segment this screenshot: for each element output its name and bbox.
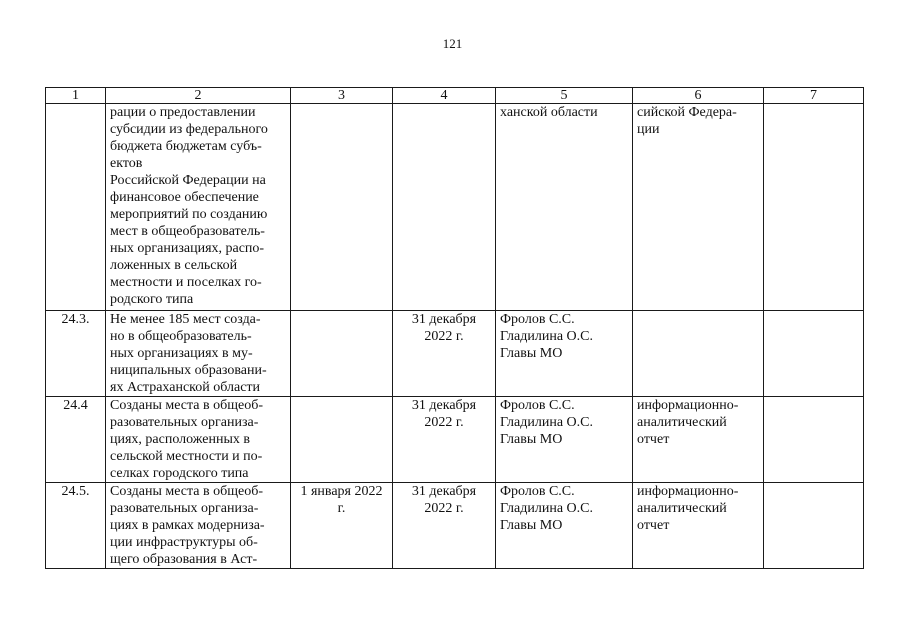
- cell-start-date: [291, 311, 393, 397]
- column-header: 5: [496, 88, 633, 104]
- column-header: 4: [393, 88, 496, 104]
- cell-end-date: 31 декабря 2022 г.: [393, 483, 496, 569]
- cell-result: [633, 311, 764, 397]
- page-number: 121: [442, 36, 463, 51]
- cell-result: сийской Федера- ции: [633, 104, 764, 311]
- cell-number: 24.5.: [46, 483, 106, 569]
- cell-description: Не менее 185 мест созда- но в общеобразователь- ных организациях в му- ниципальных образовани- ях Астраханской области: [106, 311, 291, 397]
- cell-responsible: Фролов С.С. Гладилина О.С. Главы МО: [496, 311, 633, 397]
- cell-start-date: [291, 104, 393, 311]
- column-header: 6: [633, 88, 764, 104]
- cell-description: Созданы места в общеоб- разовательных организа- циях, расположенных в сельской местности и по- селках городского типа: [106, 397, 291, 483]
- cell-end-date: 31 декабря 2022 г.: [393, 397, 496, 483]
- cell-result: информационно- аналитический отчет: [633, 397, 764, 483]
- table-row: [46, 483, 864, 569]
- cell-number: 24.3.: [46, 311, 106, 397]
- cell-description: рации о предоставлении субсидии из федерального бюджета бюджетам субъ- ектов Российской Федерации на финансовое обеспечение мероприятий по созданию мест в общеобразователь- ных организациях, распо- ложенных в сельской местности и поселках го- родского типа: [106, 104, 291, 311]
- header-row: [46, 88, 864, 104]
- column-header: 3: [291, 88, 393, 104]
- cell-note: [764, 104, 864, 311]
- cell-number: 24.4: [46, 397, 106, 483]
- column-header: 7: [764, 88, 864, 104]
- table-row: [46, 311, 864, 397]
- cell-responsible: Фролов С.С. Гладилина О.С. Главы МО: [496, 397, 633, 483]
- cell-end-date: [393, 104, 496, 311]
- cell-number: [46, 104, 106, 311]
- cell-description: Созданы места в общеоб- разовательных организа- циях в рамках модерниза- ции инфраструктуры об- щего образования в Аст-: [106, 483, 291, 569]
- column-header: 1: [46, 88, 106, 104]
- plan-table: [45, 87, 864, 569]
- column-header: 2: [106, 88, 291, 104]
- table-row: [46, 397, 864, 483]
- table-row: [46, 104, 864, 311]
- cell-responsible: ханской области: [496, 104, 633, 311]
- cell-start-date: [291, 397, 393, 483]
- cell-note: [764, 311, 864, 397]
- cell-responsible: Фролов С.С. Гладилина О.С. Главы МО: [496, 483, 633, 569]
- cell-result: информационно- аналитический отчет: [633, 483, 764, 569]
- cell-note: [764, 397, 864, 483]
- cell-note: [764, 483, 864, 569]
- cell-start-date: 1 января 2022 г.: [291, 483, 393, 569]
- cell-end-date: 31 декабря 2022 г.: [393, 311, 496, 397]
